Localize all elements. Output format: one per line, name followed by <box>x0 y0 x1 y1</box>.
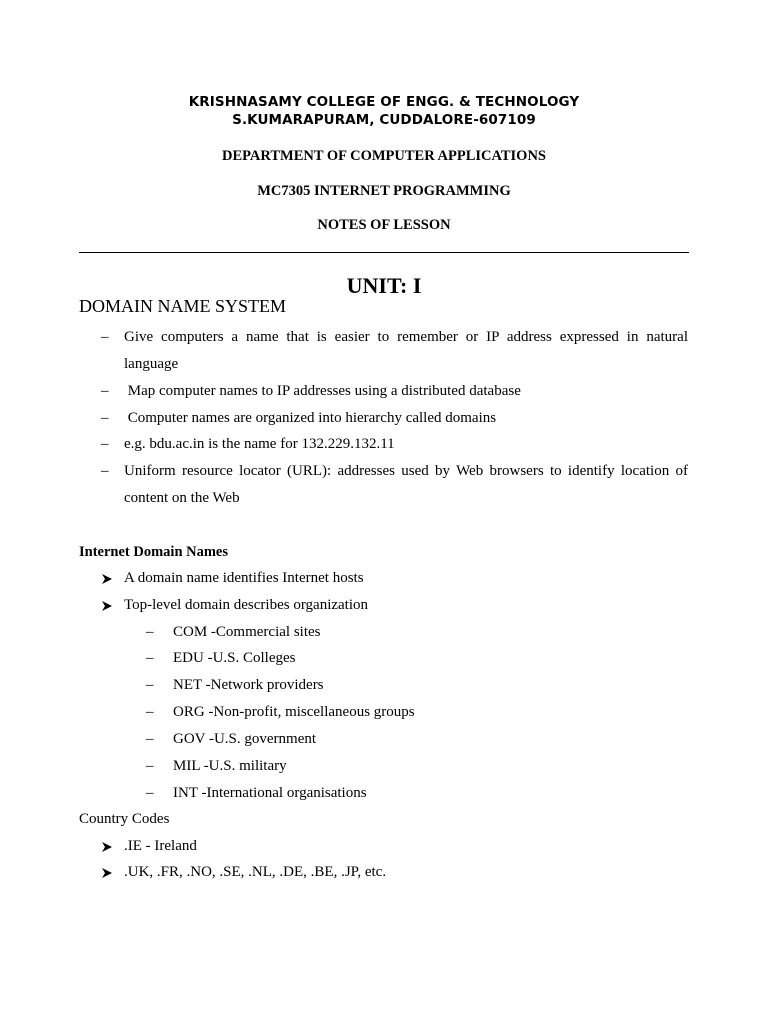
unit-title: UNIT: I <box>346 273 422 298</box>
dash-marker: – <box>146 758 154 774</box>
dash-marker: – <box>146 704 154 720</box>
arrow-bullet-icon <box>101 573 113 585</box>
country-code-item: .UK, .FR, .NO, .SE, .NL, .DE, .BE, .JP, etc. <box>124 864 387 880</box>
country-code-item: .IE - Ireland <box>124 838 197 854</box>
list-item <box>0 378 768 405</box>
list-item-text: Map computer names to IP addresses using a distributed database <box>124 383 521 399</box>
dash-marker: – <box>101 463 109 479</box>
tld-item-mil: MIL -U.S. military <box>173 758 287 774</box>
dash-marker: – <box>146 650 154 666</box>
dash-marker: – <box>101 329 109 345</box>
college-address: S.KUMARAPURAM, CUDDALORE-607109 <box>232 112 536 128</box>
horizontal-rule <box>79 252 689 253</box>
tld-item-gov: GOV -U.S. government <box>173 731 317 747</box>
tld-item-int: INT -International organisations <box>173 785 367 801</box>
dash-marker: – <box>101 436 109 452</box>
arrow-bullet-icon <box>101 841 113 853</box>
course-title: MC7305 INTERNET PROGRAMMING <box>257 183 511 199</box>
list-item <box>0 405 768 432</box>
section-title: DOMAIN NAME SYSTEM <box>79 296 287 316</box>
list-item <box>0 324 768 378</box>
tld-item-net: NET -Network providers <box>173 677 324 693</box>
dash-marker: – <box>146 731 154 747</box>
dash-marker: – <box>146 785 154 801</box>
department-name: DEPARTMENT OF COMPUTER APPLICATIONS <box>221 148 546 164</box>
list-item-text: A domain name identifies Internet hosts <box>124 570 364 586</box>
tld-item-org: ORG -Non-profit, miscellaneous groups <box>173 704 415 720</box>
dash-marker: – <box>146 624 154 640</box>
list-item-text-continued: language <box>124 356 179 372</box>
list-item <box>0 431 768 458</box>
notes-title: NOTES OF LESSON <box>317 217 451 233</box>
list-item-text: Uniform resource locator (URL): addresses used by Web browsers to identify location of <box>124 463 688 479</box>
list-item-text: e.g. bdu.ac.in is the name for 132.229.132.11 <box>124 436 395 452</box>
list-item-text: Give computers a name that is easier to remember or IP address expressed in natural <box>124 329 688 345</box>
dash-marker: – <box>146 677 154 693</box>
dash-marker: – <box>101 383 109 399</box>
list-item-text-continued: content on the Web <box>124 490 240 506</box>
internet-domain-names-heading: Internet Domain Names <box>79 544 229 560</box>
arrow-bullet-icon <box>101 867 113 879</box>
country-codes-heading: Country Codes <box>79 811 170 827</box>
list-item <box>0 458 768 512</box>
list-item-text: Top-level domain describes organization <box>124 597 369 613</box>
dash-marker: – <box>101 410 109 426</box>
tld-item-com: COM -Commercial sites <box>173 624 321 640</box>
tld-item-edu: EDU -U.S. Colleges <box>173 650 296 666</box>
list-item-text: Computer names are organized into hierarchy called domains <box>124 410 497 426</box>
arrow-bullet-icon <box>101 600 113 612</box>
college-name: KRISHNASAMY COLLEGE OF ENGG. & TECHNOLOGY <box>188 94 580 110</box>
